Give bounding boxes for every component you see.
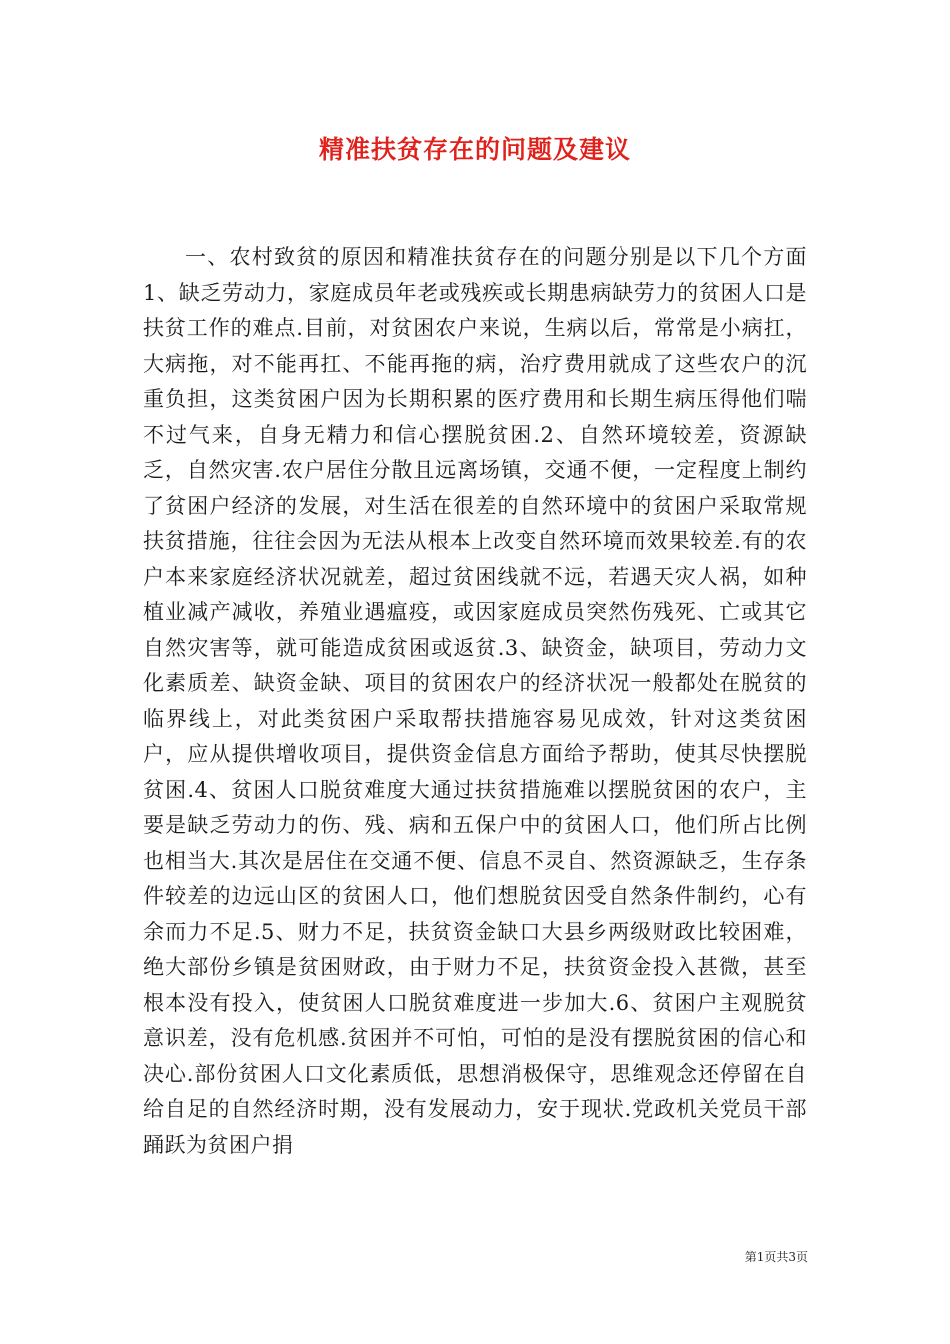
document-body: 一、农村致贫的原因和精准扶贫存在的问题分别是以下几个方面1、缺乏劳动力，家庭成员年老或残疾或长期患病缺劳力的贫困人口是扶贫工作的难点.目前，对贫困农户来说，生病以后，常常是小病扛，大病拖，对不能再扛、不能再拖的病，治疗费用就成了这些农户的沉重负担，这类贫困户因为长期积累的医疗费用和长期生病压得他们喘不过气来，自身无精力和信心摆脱贫困.2、自然环境较差，资源缺乏，自然灾害.农户居住分散且远离场镇，交通不便，一定程度上制约了贫困户经济的发展，对生活在很差的自然环境中的贫困户采取常规扶贫措施，往往会因为无法从根本上改变自然环境而效果较差.有的农户本来家庭经济状况就差，超过贫困线就不远，若遇天灾人祸，如种植业减产减收，养殖业遇瘟疫，或因家庭成员突然伤残死、亡或其它自然灾害等，就可能造成贫困或返贫.3、缺资金，缺项目，劳动力文化素质差、缺资金缺、项目的贫困农户的经济状况一般都处在脱贫的临界线上，对此类贫困户采取帮扶措施容易见成效，针对这类贫困户，应从提供增收项目，提供资金信息方面给予帮助，使其尽快摆脱贫困.4、贫困人口脱贫难度大通过扶贫措施难以摆脱贫困的农户，主要是缺乏劳动力的伤、残、病和五保户中的贫困人口，他们所占比例也相当大.其次是居住在交通不便、信息不灵自、然资源缺乏，生存条件较差的边远山区的贫困人口，他们想脱贫因受自然条件制约，心有余而力不足.5、财力不足，扶贫资金缺口大县乡两级财政比较困难，绝大部份乡镇是贫困财政，由于财力不足，扶贫资金投入甚微，甚至根本没有投入，使贫困人口脱贫难度进一步加大.6、贫困户主观脱贫意识差，没有危机感.贫困并不可怕，可怕的是没有摆脱贫困的信心和决心.部份贫困人口文化素质低，思想消极保守，思维观念还停留在自给自足的自然经济时期，没有发展动力，安于现状.党政机关党员干部踊跃为贫困户捐 — [143, 245, 807, 1157]
page-number: 第1页共3页 — [744, 1250, 808, 1264]
document-title: 精准扶贫存在的问题及建议 — [318, 135, 631, 164]
